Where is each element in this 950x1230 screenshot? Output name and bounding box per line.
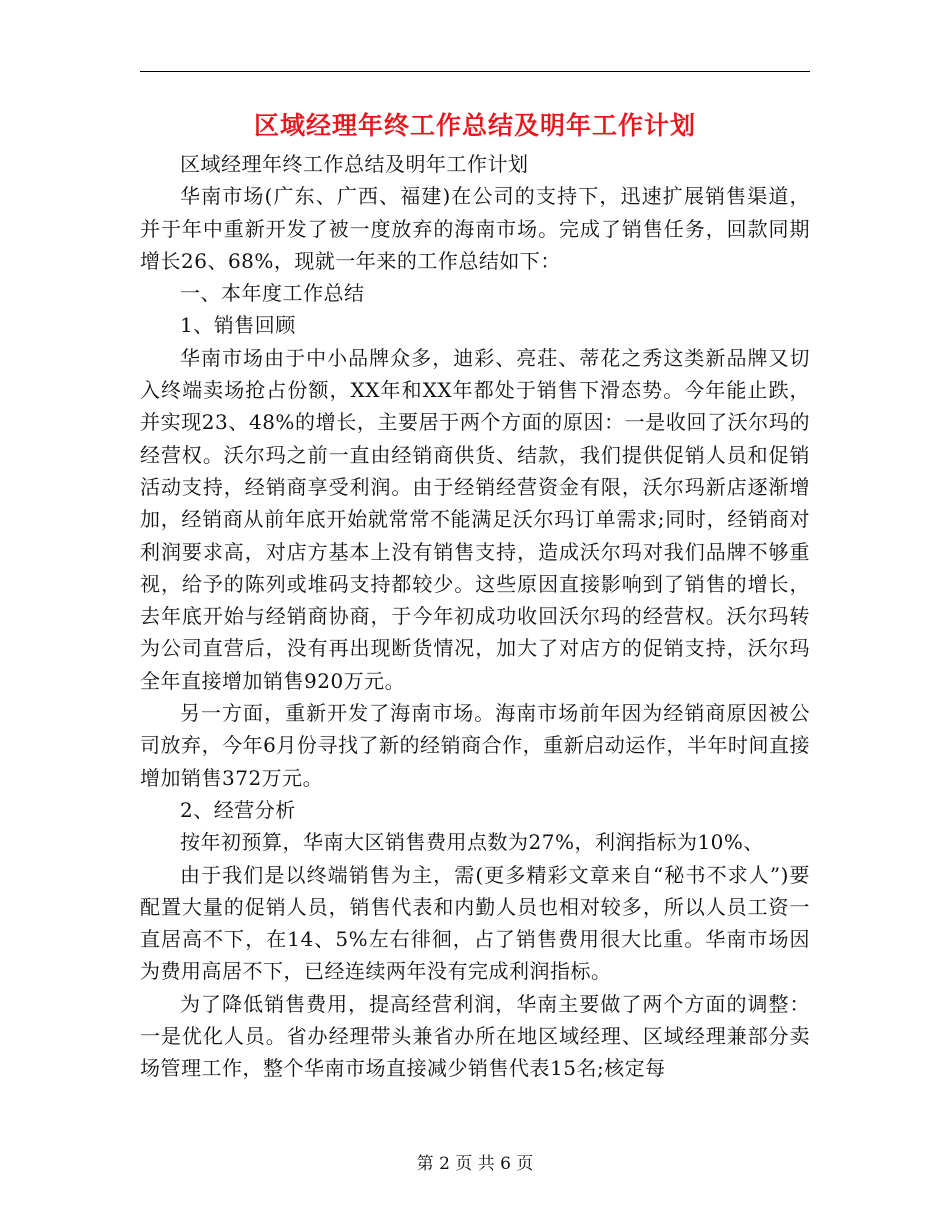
page-number-label: 第 2 页 共 6 页 xyxy=(416,1154,534,1174)
paragraph-3: 华南市场由于中小品牌众多，迪彩、亮荘、蒂花之秀这类新品牌又切入终端卖场抢占份额，XX年和XX年都处于销售下滑态势。今年能止跌，并实现23、48%的增长，主要居于两个方面的原因：一是收回了沃尔玛的经营权。沃尔玛之前一直由经销商供货、结款，我们提供促销人员和促销活动支持，经销商享受利润。由于经销经营资金有限，沃尔玛新店逐渐增加，经销商从前年底开始就常常不能满足沃尔玛订单需求;同时，经销商对利润要求高，对店方基本上没有销售支持，造成沃尔玛对我们品牌不够重视，给予的陈列或堆码支持都较少。这些原因直接影响到了销售的增长，去年底开始与经销商协商，于今年初成功收回沃尔玛的经营权。沃尔玛转为公司直营后，没有再出现断货情况，加大了对店方的促销支持，沃尔玛全年直接增加销售920万元。 xyxy=(140,345,810,693)
document-title: 区域经理年终工作总结及明年工作计划 xyxy=(253,111,696,140)
paragraph-4: 另一方面，重新开发了海南市场。海南市场前年因为经销商原因被公司放弃，今年6月份寻找了新的经销商合作，重新启动运作，半年时间直接增加销售372万元。 xyxy=(140,701,810,790)
header-rule xyxy=(140,71,810,72)
paragraph-1: 区域经理年终工作总结及明年工作计划 xyxy=(180,152,529,176)
paragraph-5: 按年初预算，华南大区销售费用点数为27%，利润指标为10%、 xyxy=(180,830,764,855)
paragraph-7: 为了降低销售费用，提高经营利润，华南主要做了两个方面的调整：一是优化人员。省办经理带头兼省办所在地区域经理、区域经理兼部分卖场管理工作，整个华南市场直接减少销售代表15名;核定每 xyxy=(140,991,810,1081)
subsection-heading-2: 2、经营分析 xyxy=(180,797,296,822)
paragraph-6: 由于我们是以终端销售为主，需(更多精彩文章来自“秘书不求人”)要配置大量的促销人员，销售代表和内勤人员也相对较多，所以人员工资一直居高不下，在14、5%左右徘徊，占了销售费用很大比重。华南市场因为费用高居不下，已经连续两年没有完成利润指标。 xyxy=(140,862,810,984)
section-heading-1: 一、本年度工作总结 xyxy=(180,281,365,306)
subsection-heading-1: 1、销售回顾 xyxy=(180,313,296,338)
paragraph-2: 华南市场(广东、广西、福建)在公司的支持下，迅速扩展销售渠道，并于年中重新开发了被一度放弃的海南市场。完成了销售任务，回款同期增长26、68%，现就一年来的工作总结如下： xyxy=(140,184,810,273)
page-footer xyxy=(0,1152,950,1176)
document-body xyxy=(140,148,810,1085)
